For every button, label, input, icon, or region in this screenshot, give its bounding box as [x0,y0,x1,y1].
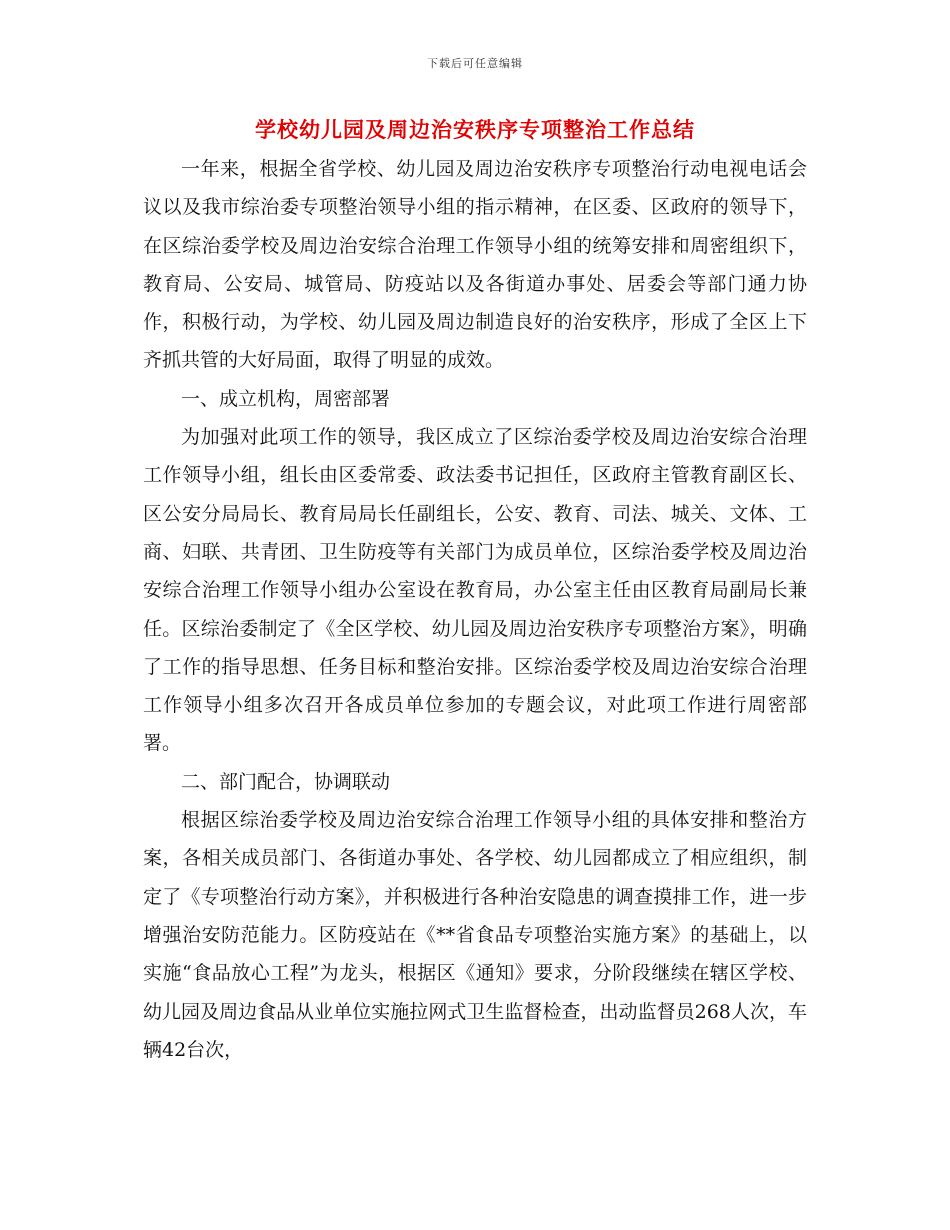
paragraph-section-2: 根据区综治委学校及周边治安综合治理工作领导小组的具体安排和整治方案，各相关成员部门、各街道办事处、各学校、幼儿园都成立了相应组织，制定了《专项整治行动方案》，并积极进行各种治安隐患的调查摸排工作，进一步增强治安防范能力。区防疫站在《**省食品专项整治实施方案》的基础上，以实施“食品放心工程”为龙头，根据区《通知》要求，分阶段继续在辖区学校、幼儿园及周边食品从业单位实施拉网式卫生监督检查，出动监督员268人次，车辆42台次， [143,809,807,1061]
document-title: 学校幼儿园及周边治安秩序专项整治工作总结 [255,117,695,142]
paragraph-intro: 一年来，根据全省学校、幼儿园及周边治安秩序专项整治行动电视电话会议以及我市综治委专项整治领导小组的指示精神，在区委、区政府的领导下，在区综治委学校及周边治安综合治理工作领导小组的统筹安排和周密组织下，教育局、公安局、城管局、防疫站以及各街道办事处、居委会等部门通力协作，积极行动，为学校、幼儿园及周边制造良好的治安秩序，形成了全区上下齐抓共管的大好局面，取得了明显的成效。 [143,158,807,372]
section-heading-1: 一、成立机构，周密部署 [181,387,391,410]
header-note: 下载后可任意编辑 [427,57,523,70]
section-heading-2: 二、部门配合，协调联动 [181,770,391,793]
paragraph-section-1: 为加强对此项工作的领导，我区成立了区综治委学校及周边治安综合治理工作领导小组，组长由区委常委、政法委书记担任，区政府主管教育副区长、区公安分局局长、教育局局长任副组长，公安、教育、司法、城关、文体、工商、妇联、共青团、卫生防疫等有关部门为成员单位，区综治委学校及周边治安综合治理工作领导小组办公室设在教育局，办公室主任由区教育局副局长兼任。区综治委制定了《全区学校、幼儿园及周边治安秩序专项整治方案》，明确了工作的指导思想、任务目标和整治安排。区综治委学校及周边治安综合治理工作领导小组多次召开各成员单位参加的专题会议，对此项工作进行周密部署。 [143,426,807,755]
document-body [143,150,807,1069]
